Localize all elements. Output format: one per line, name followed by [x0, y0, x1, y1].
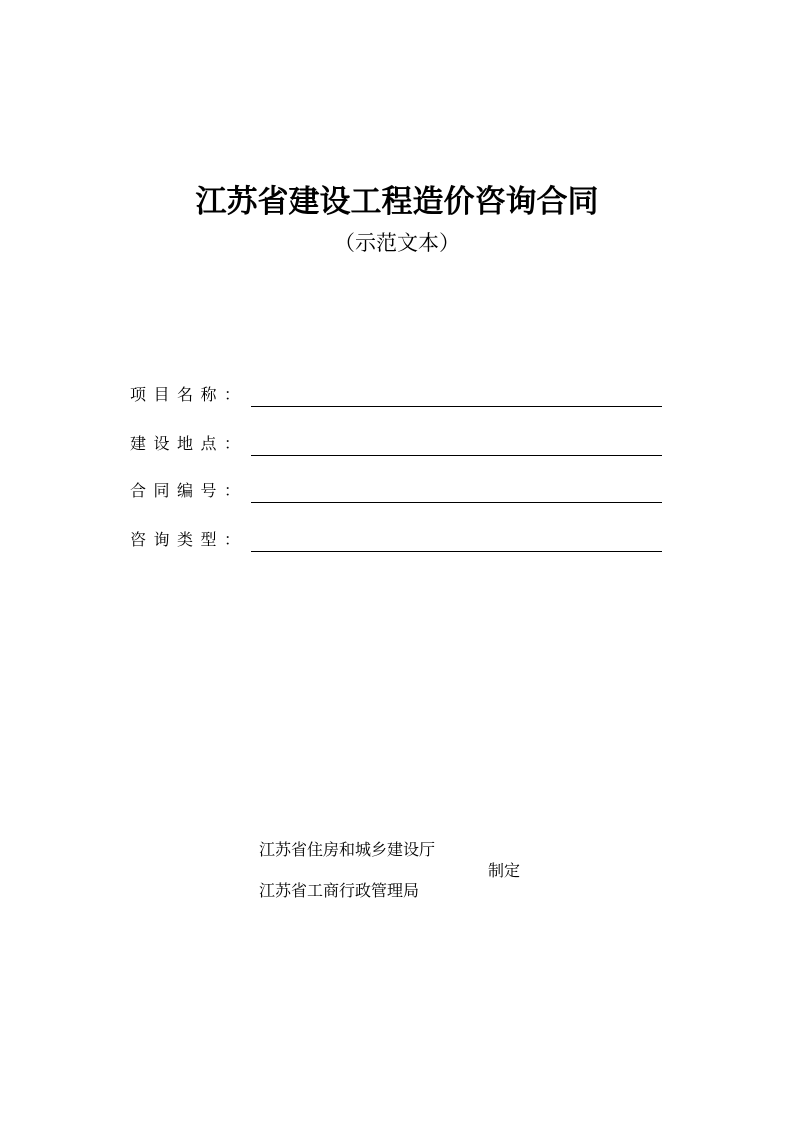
field-input-project-name[interactable]	[251, 406, 662, 407]
field-input-consulting-type[interactable]	[251, 551, 662, 552]
field-consulting-type	[130, 522, 662, 552]
field-input-contract-number[interactable]	[251, 502, 662, 503]
field-label-construction-site: 建设地点：	[130, 434, 248, 453]
issuer-housing-department: 江苏省住房和城乡建设厅	[259, 840, 436, 859]
field-label-contract-number: 合同编号：	[130, 481, 248, 500]
field-contract-number	[130, 473, 662, 503]
field-input-construction-site[interactable]	[251, 455, 662, 456]
issuer-action-label: 制定	[488, 861, 521, 880]
field-label-project-name: 项目名称：	[130, 385, 248, 404]
field-label-consulting-type: 咨询类型：	[130, 530, 248, 549]
field-construction-site	[130, 426, 662, 456]
issuer-commerce-bureau: 江苏省工商行政管理局	[259, 881, 420, 900]
document-title: 江苏省建设工程造价咨询合同	[195, 184, 599, 220]
field-project-name	[130, 377, 662, 407]
document-subtitle: （示范文本）	[334, 231, 460, 255]
